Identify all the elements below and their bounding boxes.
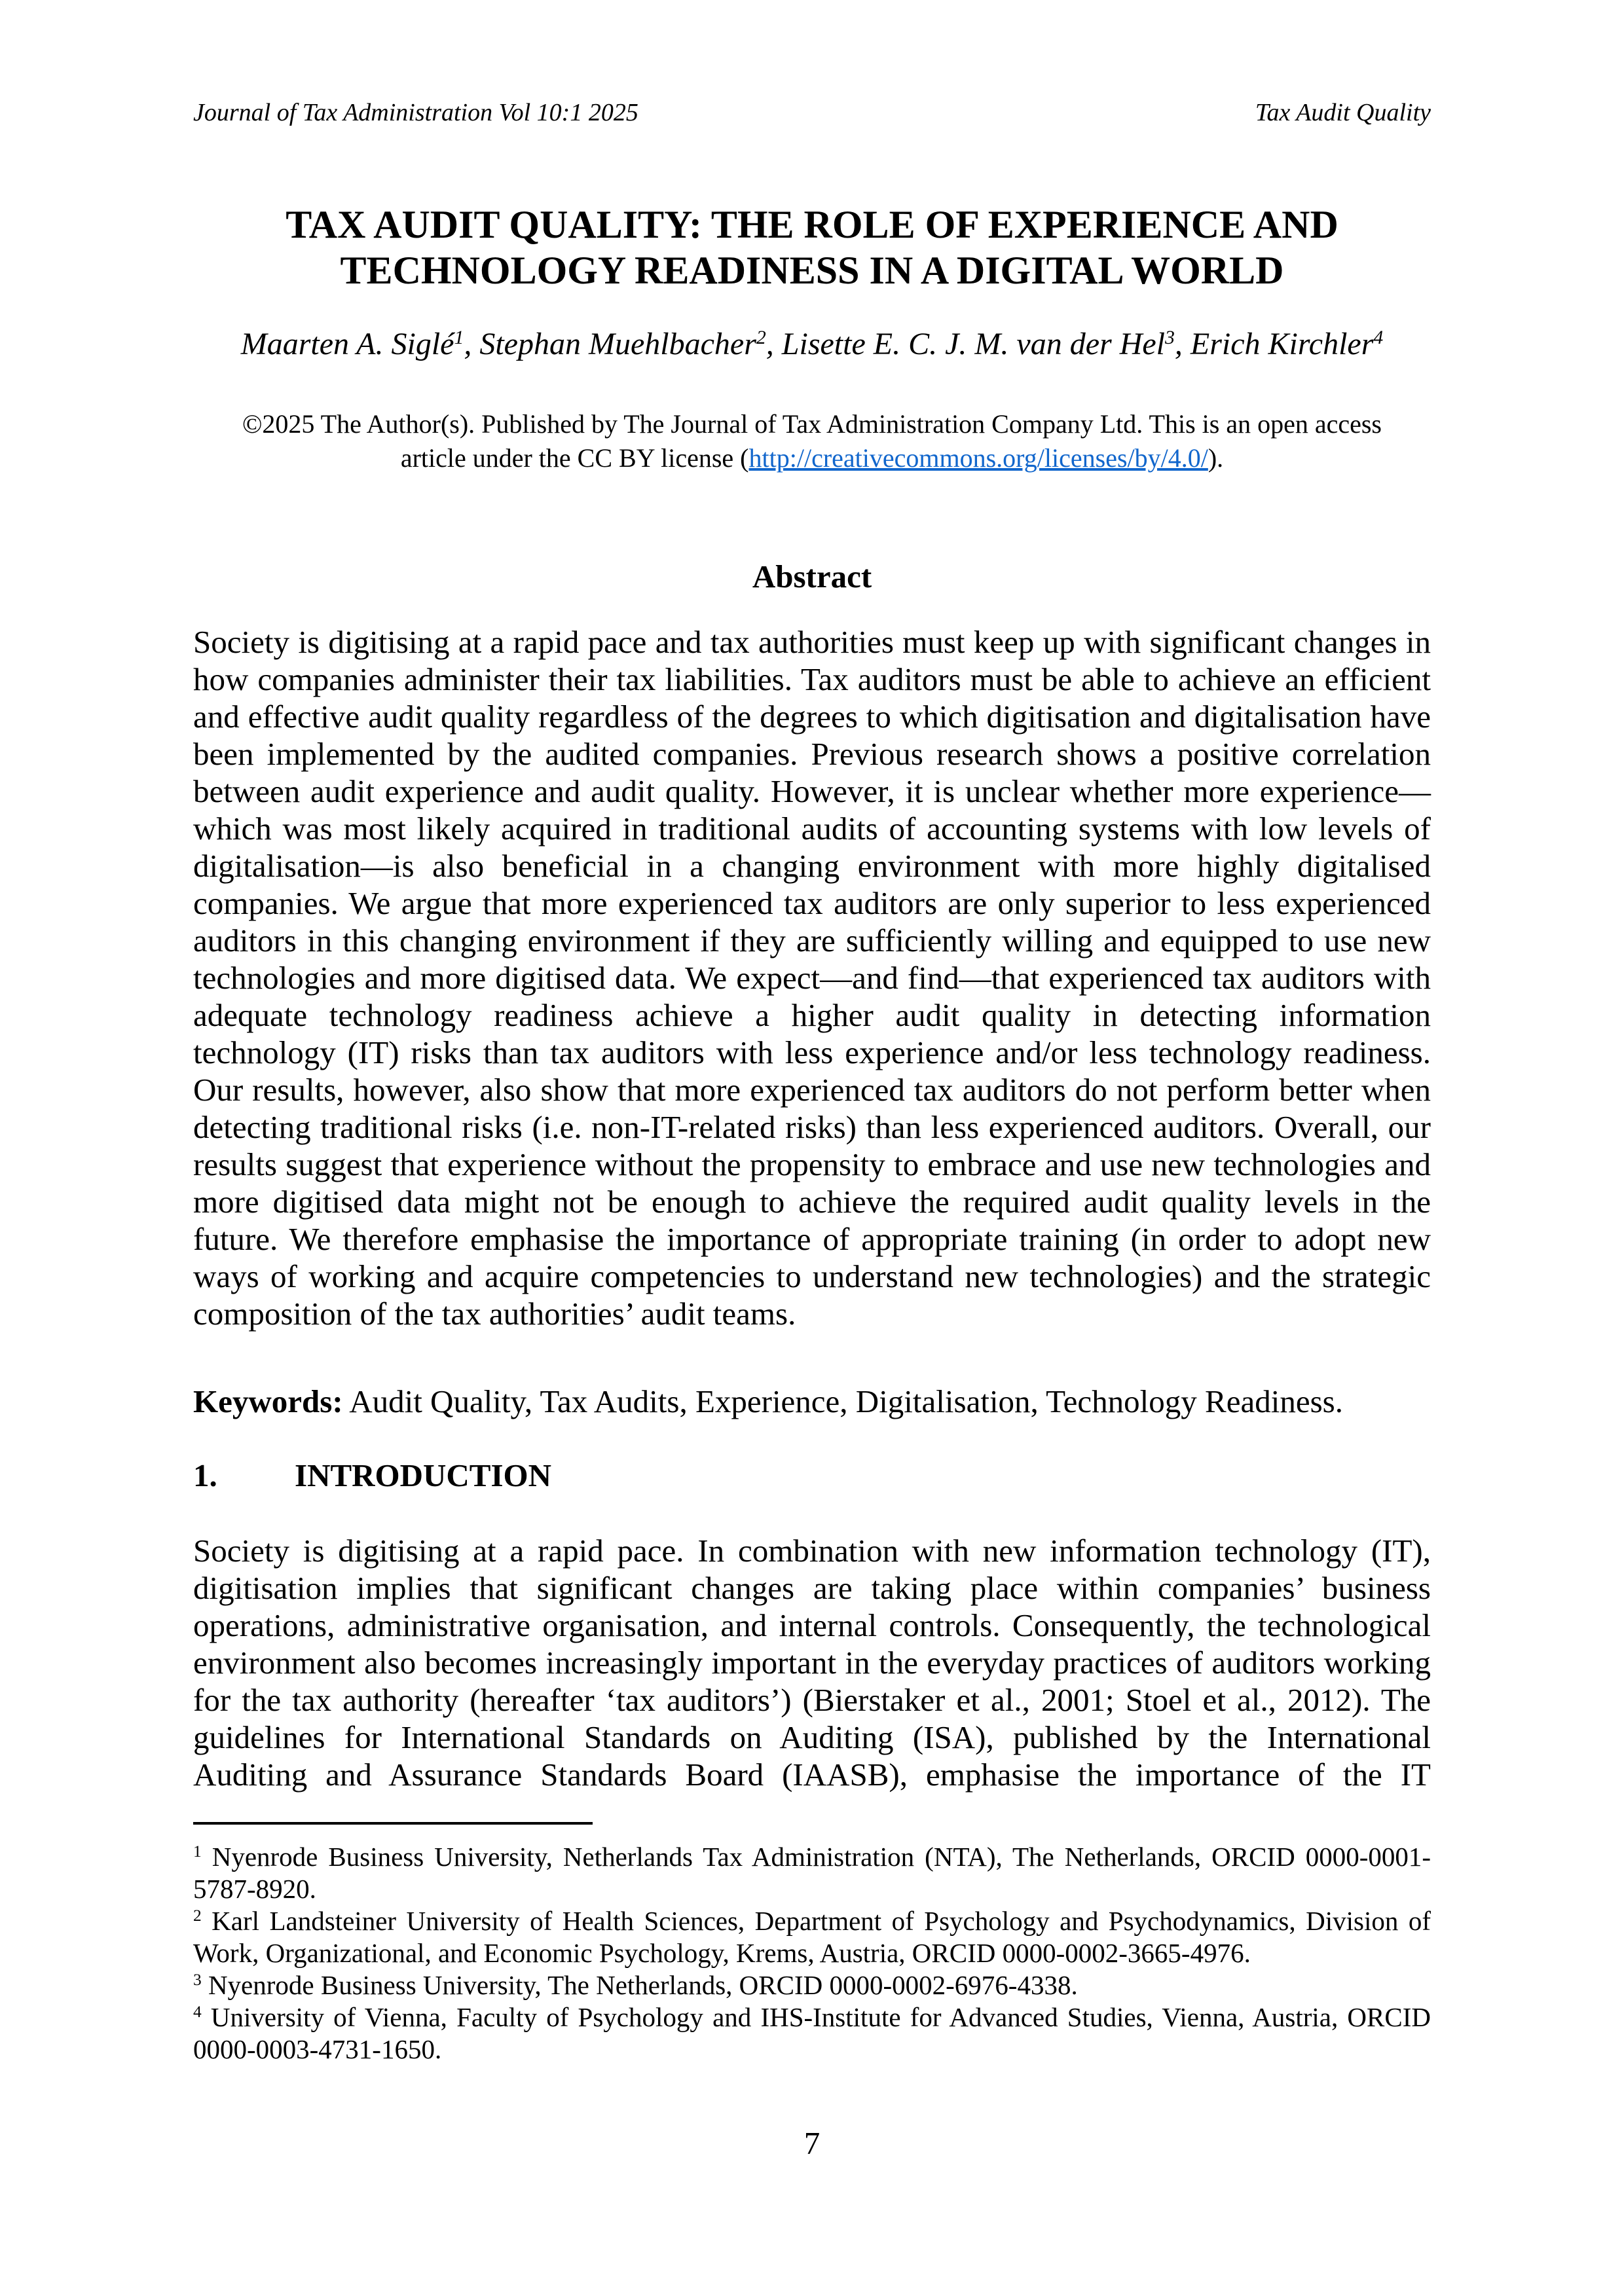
abstract-heading: Abstract (752, 558, 872, 594)
footnote-separator-rule (193, 1822, 593, 1825)
author-name: Maarten A. Siglé$^1$ (240, 326, 464, 361)
running-header (193, 98, 1431, 128)
copyright-line2-pre: article under the CC BY license ( (400, 443, 749, 473)
footnote-marker: 2 (193, 1906, 202, 1925)
section-1-number: 1. (193, 1457, 217, 1493)
section-1-title: INTRODUCTION (295, 1457, 552, 1493)
author-name: Erich Kirchler$^4$ (1190, 326, 1384, 361)
section-1-heading (193, 1457, 1431, 1494)
copyright-line2 (193, 441, 1431, 475)
footnote-marker: 3 (193, 1971, 202, 1990)
copyright-line1: ©2025 The Author(s). Published by The Journal of Tax Administration Company Ltd. This is an open access (242, 409, 1382, 439)
keywords-label: Keywords: (193, 1383, 343, 1419)
page-number: 7 (803, 2125, 821, 2161)
footnote-marker: 1 (193, 1842, 202, 1861)
footnotes (193, 1841, 1431, 2066)
footnote: $^3$ Nyenrode Business University, The Netherlands, ORCID 0000-0002-6976-4338. (193, 1970, 1078, 2000)
article-title (193, 202, 1431, 293)
article-title-line1: TAX AUDIT QUALITY: THE ROLE OF EXPERIENCE AND (286, 203, 1338, 246)
article-title-line2: TECHNOLOGY READINESS IN A DIGITAL WORLD (340, 249, 1284, 293)
keywords-line (193, 1383, 1431, 1420)
author-name: Lisette E. C. J. M. van der Hel$^3$ (781, 326, 1175, 361)
authors-line: Maarten A. Siglé$^1$, Stephan Muehlbacher$^2$, Lisette E. C. J. M. van der Hel$^3$, Erich Kirchler$^4$ (240, 326, 1384, 361)
footnote: $^2$ Karl Landsteiner University of Health Sciences, Department of Psychology and Psychodynamics, Division of Work, Organizational, and Economic Psychology, Krems, Austria, ORCID 0000-0002-3665-4976. (193, 1906, 1431, 1968)
author-name: Stephan Muehlbacher$^2$ (479, 326, 766, 361)
copyright-line2-post: ). (1208, 443, 1224, 473)
copyright-block (193, 407, 1431, 475)
author-footnote-marker: 3 (1165, 326, 1175, 348)
footnote: $^4$ University of Vienna, Faculty of Psychology and IHS-Institute for Advanced Studies, Vienna, Austria, ORCID 0000-0003-4731-1650. (193, 2002, 1431, 2064)
header-journal-info: Journal of Tax Administration Vol 10:1 2025 (193, 99, 638, 126)
keywords-text: Audit Quality, Tax Audits, Experience, Digitalisation, Technology Readiness. (349, 1383, 1343, 1419)
introduction-paragraph: Society is digitising at a rapid pace. In combination with new information technology (IT), digitisation implies that significant changes are taking place within companies’ business operations, administrative organisation, and internal controls. Consequently, the technological environment also becomes increasingly important in the everyday practices of auditors working for the tax authority (hereafter ‘tax auditors’) (Bierstaker et al., 2001; Stoel et al., 2012). The guidelines for International Standards on Auditing (ISA), published by the International Auditing and Assurance Standards Board (IAASB), emphasise the importance of the IT (193, 1533, 1431, 1793)
footnote-marker: 4 (193, 2003, 202, 2022)
abstract-paragraph: Society is digitising at a rapid pace and tax authorities must keep up with significant changes in how companies administer their tax liabilities. Tax auditors must be able to achieve an efficient and effective audit quality regardless of the degrees to which digitisation and digitalisation have been implemented by the audited companies. Previous research shows a positive correlation between audit experience and audit quality. However, it is unclear whether more experience—which was most likely acquired in traditional audits of accounting systems with low levels of digitalisation—is also beneficial in a changing environment with more highly digitalised companies. We argue that more experienced tax auditors are only superior to less experienced auditors in this changing environment if they are sufficiently willing and equipped to use new technologies and more digitised data. We expect—and find—that experienced tax auditors with adequate technology readiness achieve a higher audit quality in detecting information technology (IT) risks than tax auditors with less experience and/or less technology readiness. Our results, however, also show that more experienced tax auditors do not perform better when detecting traditional risks (i.e. non-IT-related risks) than less experienced auditors. Overall, our results suggest that experience without the propensity to embrace and use new technologies and more digitised data might not be enough to achieve the required audit quality levels in the future. We therefore emphasise the importance of appropriate training (in order to adopt new ways of working and acquire competencies to understand new technologies) and the strategic composition of the tax authorities’ audit teams. (193, 624, 1431, 1332)
header-running-title: Tax Audit Quality (1255, 99, 1431, 126)
author-footnote-marker: 4 (1373, 326, 1384, 348)
footnote: $^1$ Nyenrode Business University, Netherlands Tax Administration (NTA), The Netherlands, ORCID 0000-0001-5787-8920. (193, 1842, 1431, 1904)
cc-license-link[interactable]: http://creativecommons.org/licenses/by/4.0/ (748, 443, 1208, 473)
author-footnote-marker: 2 (756, 326, 766, 348)
author-footnote-marker: 1 (454, 326, 464, 348)
